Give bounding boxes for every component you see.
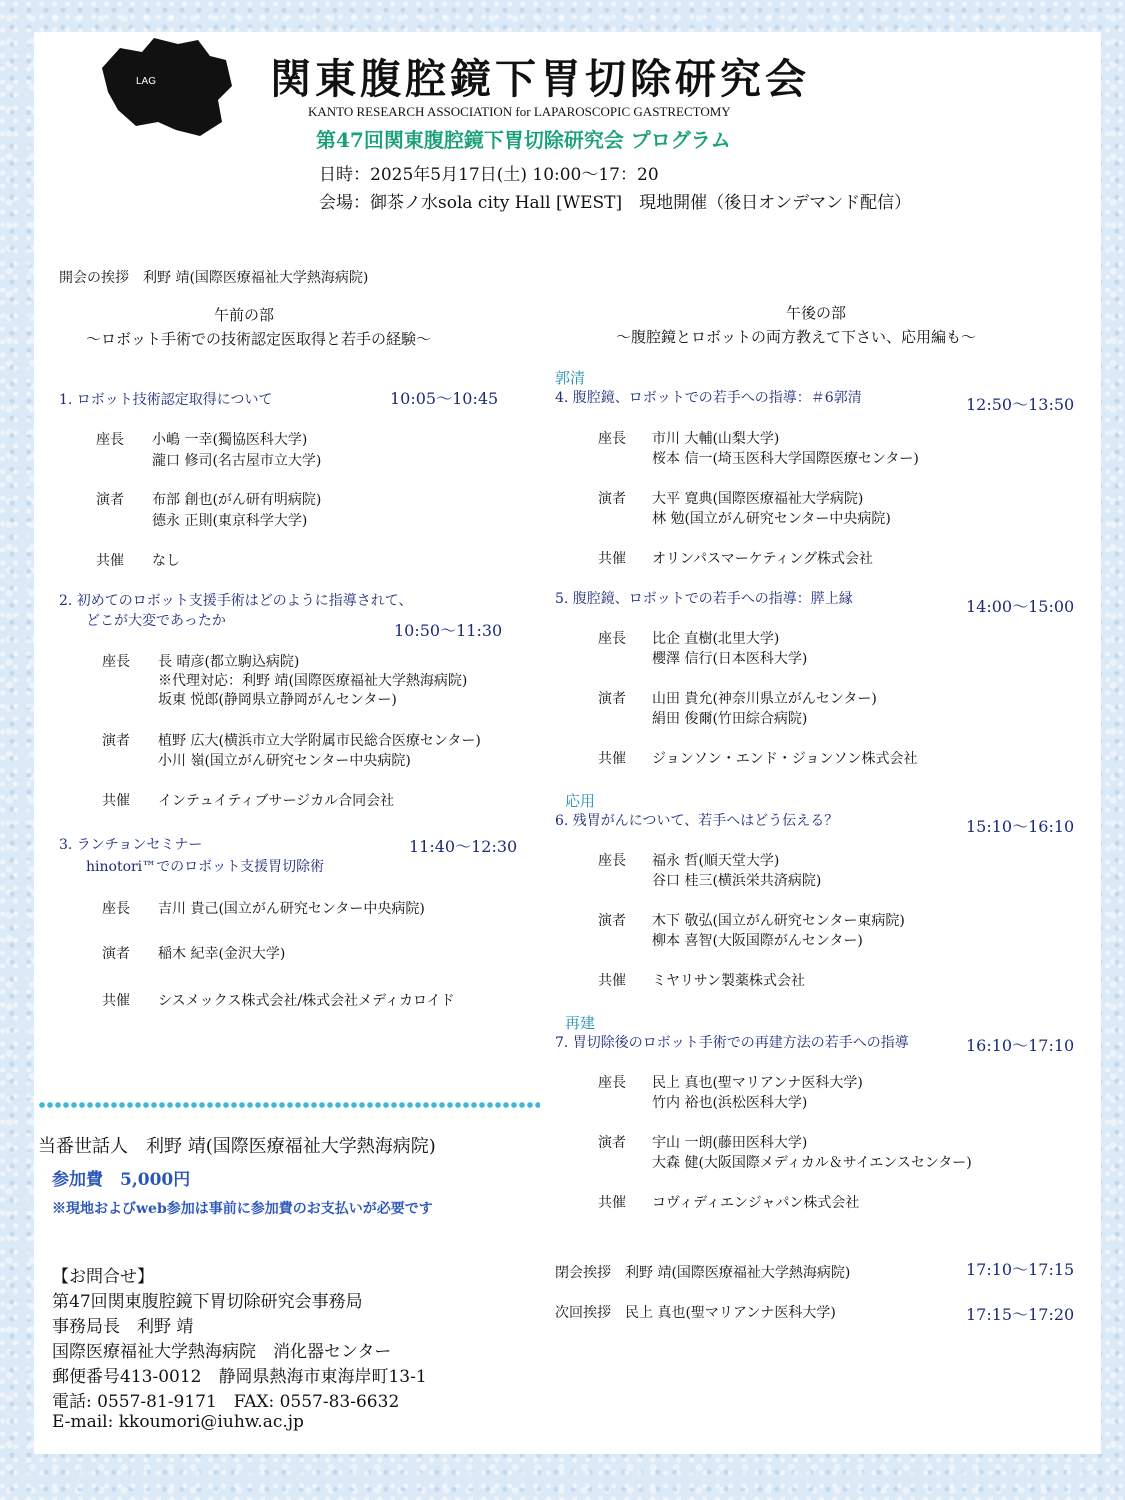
session-5-chair-1: 比企 直樹(北里大学) — [652, 631, 780, 647]
session-4-chair-1: 市川 大輔(山梨大学) — [652, 431, 780, 447]
session-1-speaker-2: 德永 正則(東京科学大学) — [152, 513, 308, 529]
session-4-title: 4. 腹腔鏡、ロボットでの若手への指導：＃6郭清 — [555, 390, 862, 406]
session-2-chair-3: 坂東 悦郎(静岡県立静岡がんセンター) — [158, 692, 397, 708]
session-6-speaker-label: 演者 — [598, 913, 626, 929]
closing-remarks: 閉会挨拶 利野 靖(国際医療福祉大学熱海病院) — [555, 1265, 851, 1281]
session-2-title-2: どこが大変であったか — [86, 613, 226, 629]
session-6-sponsor: ミヤリサン製薬株式会社 — [652, 973, 806, 989]
session-3-title-2: hinotori™でのロボット支援胃切除術 — [86, 859, 325, 875]
session-7-chair-label: 座長 — [598, 1075, 626, 1091]
session-6-chair-2: 谷口 桂三(横浜栄共済病院) — [652, 873, 822, 889]
contact-line-5: 電話: 0557-81-9171 FAX: 0557-83-6632 — [52, 1392, 400, 1412]
session-2-time: 10:50～11:30 — [394, 621, 503, 640]
session-5-speaker-2: 絹田 俊爾(竹田綜合病院) — [652, 711, 808, 727]
logo-text: LAG — [136, 76, 157, 87]
contact-email[interactable]: E-mail: kkoumori@iuhw.ac.jp — [52, 1412, 304, 1432]
session-1-sponsor: なし — [152, 553, 180, 569]
session-5-speaker-1: 山田 貴允(神奈川県立がんセンター) — [652, 691, 877, 707]
session-1-speaker-1: 布部 創也(がん研有明病院) — [152, 492, 322, 508]
session-4-chair-label: 座長 — [598, 431, 626, 447]
session-7-chair-2: 竹内 裕也(浜松医科大学) — [652, 1095, 808, 1111]
session-4-time: 12:50～13:50 — [966, 395, 1075, 414]
program-sheet — [34, 32, 1101, 1454]
session-7-tag: 再建 — [565, 1014, 596, 1032]
session-3-sponsor-label: 共催 — [102, 993, 130, 1009]
session-4-tag: 郭清 — [555, 369, 586, 387]
session-6-tag: 応用 — [565, 792, 596, 810]
session-7-speaker-label: 演者 — [598, 1135, 626, 1151]
program-title: 第47回関東腹腔鏡下胃切除研究会 プログラム — [316, 128, 731, 152]
session-1-chair-2: 瀧口 修司(名古屋市立大学) — [152, 453, 322, 469]
session-4-sponsor-label: 共催 — [598, 551, 626, 567]
opening-remarks: 開会の挨拶 利野 靖(国際医療福祉大学熱海病院) — [59, 270, 369, 286]
closing-time: 17:10～17:15 — [966, 1260, 1075, 1279]
afternoon-theme: ～腹腔鏡とロボットの両方教えて下さい、応用編も～ — [616, 328, 977, 346]
session-5-chair-label: 座長 — [598, 631, 626, 647]
session-1-chair-label: 座長 — [96, 432, 124, 448]
session-7-speaker-1: 宇山 一朗(藤田医科大学) — [652, 1135, 808, 1151]
session-5-sponsor-label: 共催 — [598, 751, 626, 767]
session-1-time: 10:05～10:45 — [390, 389, 499, 408]
session-7-sponsor-label: 共催 — [598, 1195, 626, 1211]
session-5-speaker-label: 演者 — [598, 691, 626, 707]
session-6-sponsor-label: 共催 — [598, 973, 626, 989]
session-3-title: 3. ランチョンセミナー — [59, 837, 203, 853]
session-3-chair-label: 座長 — [102, 901, 130, 917]
session-2-chair-1: 長 晴彦(都立駒込病院) — [158, 654, 300, 670]
contact-heading: 【お問合せ】 — [52, 1267, 154, 1287]
session-4-speaker-label: 演者 — [598, 491, 626, 507]
session-7-speaker-2: 大森 健(大阪国際メディカル＆サイエンスセンター) — [652, 1155, 972, 1171]
session-4-sponsor: オリンパスマーケティング株式会社 — [652, 551, 874, 567]
session-6-speaker-1: 木下 敬弘(国立がん研究センター東病院) — [652, 913, 905, 929]
morning-heading: 午前の部 — [214, 306, 275, 324]
dotted-divider — [38, 1101, 540, 1109]
session-4-speaker-2: 林 勉(国立がん研究センター中央病院) — [652, 511, 891, 527]
contact-line-1: 第47回関東腹腔鏡下胃切除研究会事務局 — [52, 1292, 363, 1312]
session-7-title: 7. 胃切除後のロボット手術での再建方法の若手への指導 — [555, 1035, 909, 1051]
contact-line-2: 事務局長 利野 靖 — [52, 1317, 194, 1337]
session-3-chair-1: 吉川 貴己(国立がん研究センター中央病院) — [158, 901, 425, 917]
session-6-title: 6. 残胃がんについて、若手へはどう伝える？ — [555, 813, 839, 829]
contact-line-4: 郵便番号413-0012 静岡県熱海市東海岸町13-1 — [52, 1367, 427, 1387]
session-2-chair-2: ※代理対応：利野 靖(国際医療福祉大学熱海病院) — [158, 673, 468, 689]
session-2-sponsor-label: 共催 — [102, 793, 130, 809]
session-1-chair-1: 小嶋 一幸(獨協医科大学) — [152, 432, 308, 448]
association-title: 関東腹腔鏡下胃切除研究会 — [270, 55, 810, 103]
next-time: 17:15～17:20 — [966, 1305, 1075, 1324]
session-4-chair-2: 桜本 信一(埼玉医科大学国際医療センター) — [652, 451, 919, 467]
session-4-speaker-1: 大平 寛典(国際医療福祉大学病院) — [652, 491, 864, 507]
session-2-chair-label: 座長 — [102, 654, 130, 670]
session-2-sponsor: インテュイティブサージカル合同会社 — [158, 793, 395, 809]
session-6-chair-1: 福永 哲(順天堂大学) — [652, 853, 780, 869]
session-6-time: 15:10～16:10 — [966, 817, 1075, 836]
session-7-sponsor: コヴィディエンジャパン株式会社 — [652, 1195, 860, 1211]
session-6-chair-label: 座長 — [598, 853, 626, 869]
morning-theme: ～ロボット手術での技術認定医取得と若手の経験～ — [86, 330, 432, 348]
host-line: 当番世話人 利野 靖(国際医療福祉大学熱海病院) — [38, 1136, 436, 1157]
session-2-speaker-1: 植野 広大(横浜市立大学附属市民総合医療センター) — [158, 733, 481, 749]
session-2-speaker-label: 演者 — [102, 733, 130, 749]
session-7-chair-1: 民上 真也(聖マリアンナ医科大学) — [652, 1075, 863, 1091]
session-5-title: 5. 腹腔鏡、ロボットでの若手への指導：膵上縁 — [555, 591, 853, 607]
fee-note: ※現地およびweb参加は事前に参加費のお支払いが必要です — [52, 1201, 433, 1217]
next-remarks: 次回挨拶 民上 真也(聖マリアンナ医科大学) — [555, 1305, 836, 1321]
contact-line-3: 国際医療福祉大学熱海病院 消化器センター — [52, 1342, 392, 1362]
session-5-time: 14:00～15:00 — [966, 597, 1075, 616]
session-7-time: 16:10～17:10 — [966, 1036, 1075, 1055]
participation-fee: 参加費 5,000円 — [52, 1170, 191, 1190]
session-5-chair-2: 櫻澤 信行(日本医科大学) — [652, 651, 808, 667]
association-title-en: KANTO RESEARCH ASSOCIATION for LAPAROSCOPIC GASTRECTOMY — [308, 104, 731, 119]
session-1-sponsor-label: 共催 — [96, 553, 124, 569]
session-3-speaker-label: 演者 — [102, 946, 130, 962]
session-6-speaker-2: 柳本 喜智(大阪国際がんセンター) — [652, 933, 863, 949]
afternoon-heading: 午後の部 — [786, 304, 847, 322]
date-line: 日時：2025年5月17日(土) 10:00～17：20 — [319, 165, 659, 185]
session-2-title: 2. 初めてのロボット支援手術はどのように指導されて、 — [59, 593, 413, 609]
session-1-title: 1. ロボット技術認定取得について — [59, 392, 273, 408]
session-1-speaker-label: 演者 — [96, 492, 124, 508]
venue-line: 会場：御茶ノ水sola city Hall [WEST] 現地開催（後日オンデマンド配信） — [319, 193, 912, 213]
session-3-time: 11:40～12:30 — [409, 837, 518, 856]
session-5-sponsor: ジョンソン・エンド・ジョンソン株式会社 — [652, 751, 918, 767]
lag-logo — [94, 34, 236, 138]
session-2-speaker-2: 小川 嶺(国立がん研究センター中央病院) — [158, 753, 411, 769]
session-3-speaker-1: 稲木 紀幸(金沢大学) — [158, 946, 286, 962]
session-3-sponsor: シスメックス株式会社/株式会社メディカロイド — [158, 993, 455, 1009]
